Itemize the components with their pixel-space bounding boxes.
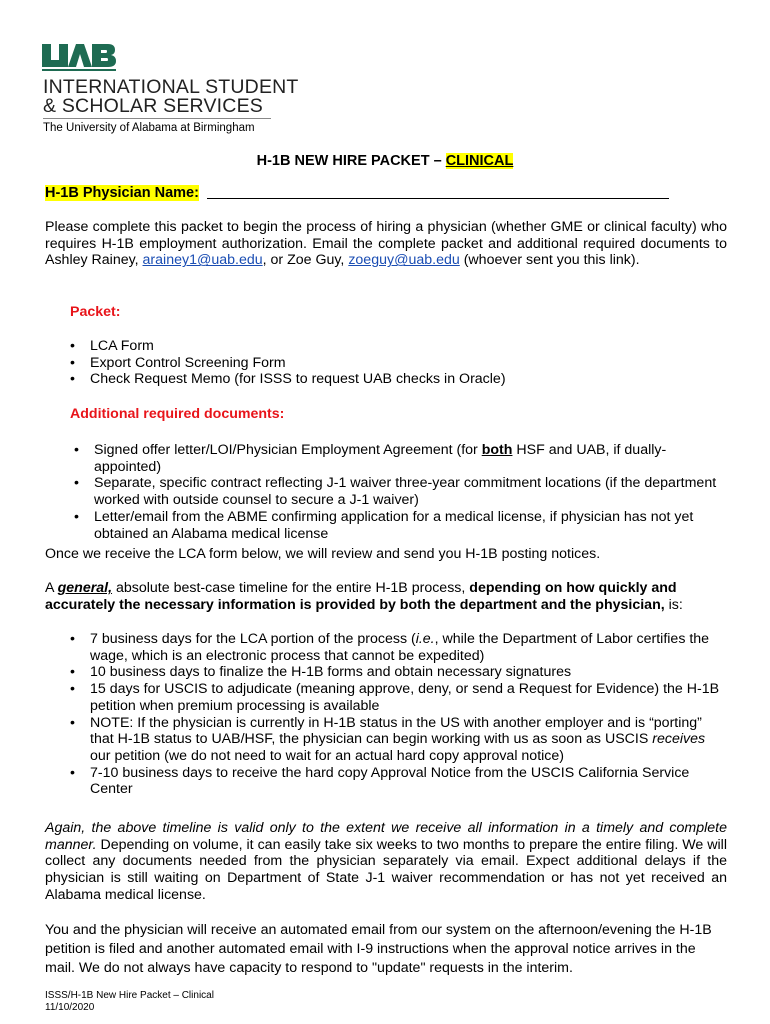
list-item: • Separate, specific contract reflecting J-1 waiver three-year commitment locations (if the department worked with outside counsel to secure a J-1 waiver) (72, 475, 727, 508)
header-divider (43, 118, 271, 119)
list-item: • 7 business days for the LCA portion of the process (i.e., while the Department of Labor certifies the wage, which is an electronic process that cannot be expedited) (68, 631, 728, 664)
intro-paragraph (45, 219, 727, 269)
list-item: • LCA Form (68, 338, 728, 355)
email-link-guy[interactable]: zoeguy@uab.edu (348, 252, 460, 269)
list-item: • Letter/email from the ABME confirming application for a medical license, if physician has not yet obtained an Alabama medical license (72, 509, 727, 542)
packet-list (68, 338, 728, 388)
list-item: • Export Control Screening Form (68, 355, 728, 372)
org-name-line2: & SCHOLAR SERVICES (43, 95, 263, 117)
timeline-intro: A general, absolute best-case timeline for the entire H-1B process, depending on how quickly and accurately the necessary information is provided by both the department and the physician, is: (45, 580, 683, 613)
intro-text-after: (whoever sent you this link). (459, 252, 640, 269)
email-link-rainey[interactable]: arainey1@uab.edu (142, 252, 263, 269)
again-paragraph: Again, the above timeline is valid only to the extent we receive all information in a timely and complete manner. Depending on volume, it can easily take six weeks to two months to prepare the entire filing. We will collect any documents needed from the physician separately via email. Expect additional delays if the physician is still waiting on Department of State J-1 waiver recommendation or has not yet received an Alabama medical license. (45, 820, 727, 903)
packet-heading: Packet: (70, 304, 121, 320)
page-footer (45, 990, 214, 1014)
additional-docs-heading: Additional required documents: (70, 406, 285, 422)
university-name: The University of Alabama at Birmingham (43, 122, 255, 134)
page-title (0, 153, 770, 169)
list-item: • Check Request Memo (for ISSS to request UAB checks in Oracle) (68, 371, 728, 388)
physician-name-row (45, 184, 669, 201)
list-item: • 15 days for USCIS to adjudicate (meaning approve, deny, or send a Request for Evidence) the H-1B petition when premium processing is available (68, 681, 728, 714)
org-name-line1: INTERNATIONAL STUDENT (43, 76, 299, 98)
intro-text-before: Please complete this packet to begin the process of hiring a physician (whether GME or clinical faculty) who requires H-1B employment authorization. Email the complete packet and additional required documents to Ashley Rainey, (45, 219, 727, 269)
title-highlight: CLINICAL (445, 153, 514, 169)
lca-note: Once we receive the LCA form below, we will review and send you H-1B posting notices. (45, 546, 601, 562)
list-item: • Signed offer letter/LOI/Physician Employment Agreement (for both HSF and UAB, if dually-appointed) (72, 442, 727, 475)
additional-docs-list (72, 442, 727, 542)
physician-name-label: H-1B Physician Name: (45, 185, 199, 201)
closing-paragraph: You and the physician will receive an automated email from our system on the afternoon/evening the H-1B petition is filed and another automated email with I-9 instructions when the approval notice arrives in the mail. We do not always have capacity to respond to "update" requests in the interim. (45, 922, 712, 976)
title-main: H-1B NEW HIRE PACKET – (256, 153, 446, 169)
uab-logo (42, 44, 116, 74)
list-item: • 10 business days to finalize the H-1B forms and obtain necessary signatures (68, 664, 728, 681)
footer-date: 11/10/2020 (45, 1002, 95, 1013)
physician-name-field[interactable] (207, 184, 669, 199)
footer-line1: ISSS/H-1B New Hire Packet – Clinical (45, 990, 214, 1001)
list-item: • NOTE: If the physician is currently in H-1B status in the US with another employer and is “porting” that H-1B status to UAB/HSF, the physician can begin working with us as soon as USCIS receives our petition (we do not need to wait for an actual hard copy approval notice) (68, 715, 728, 765)
timeline-list (68, 631, 728, 798)
intro-text-middle: , or Zoe Guy, (262, 252, 349, 269)
list-item: • 7-10 business days to receive the hard copy Approval Notice from the USCIS California Service Center (68, 765, 728, 798)
